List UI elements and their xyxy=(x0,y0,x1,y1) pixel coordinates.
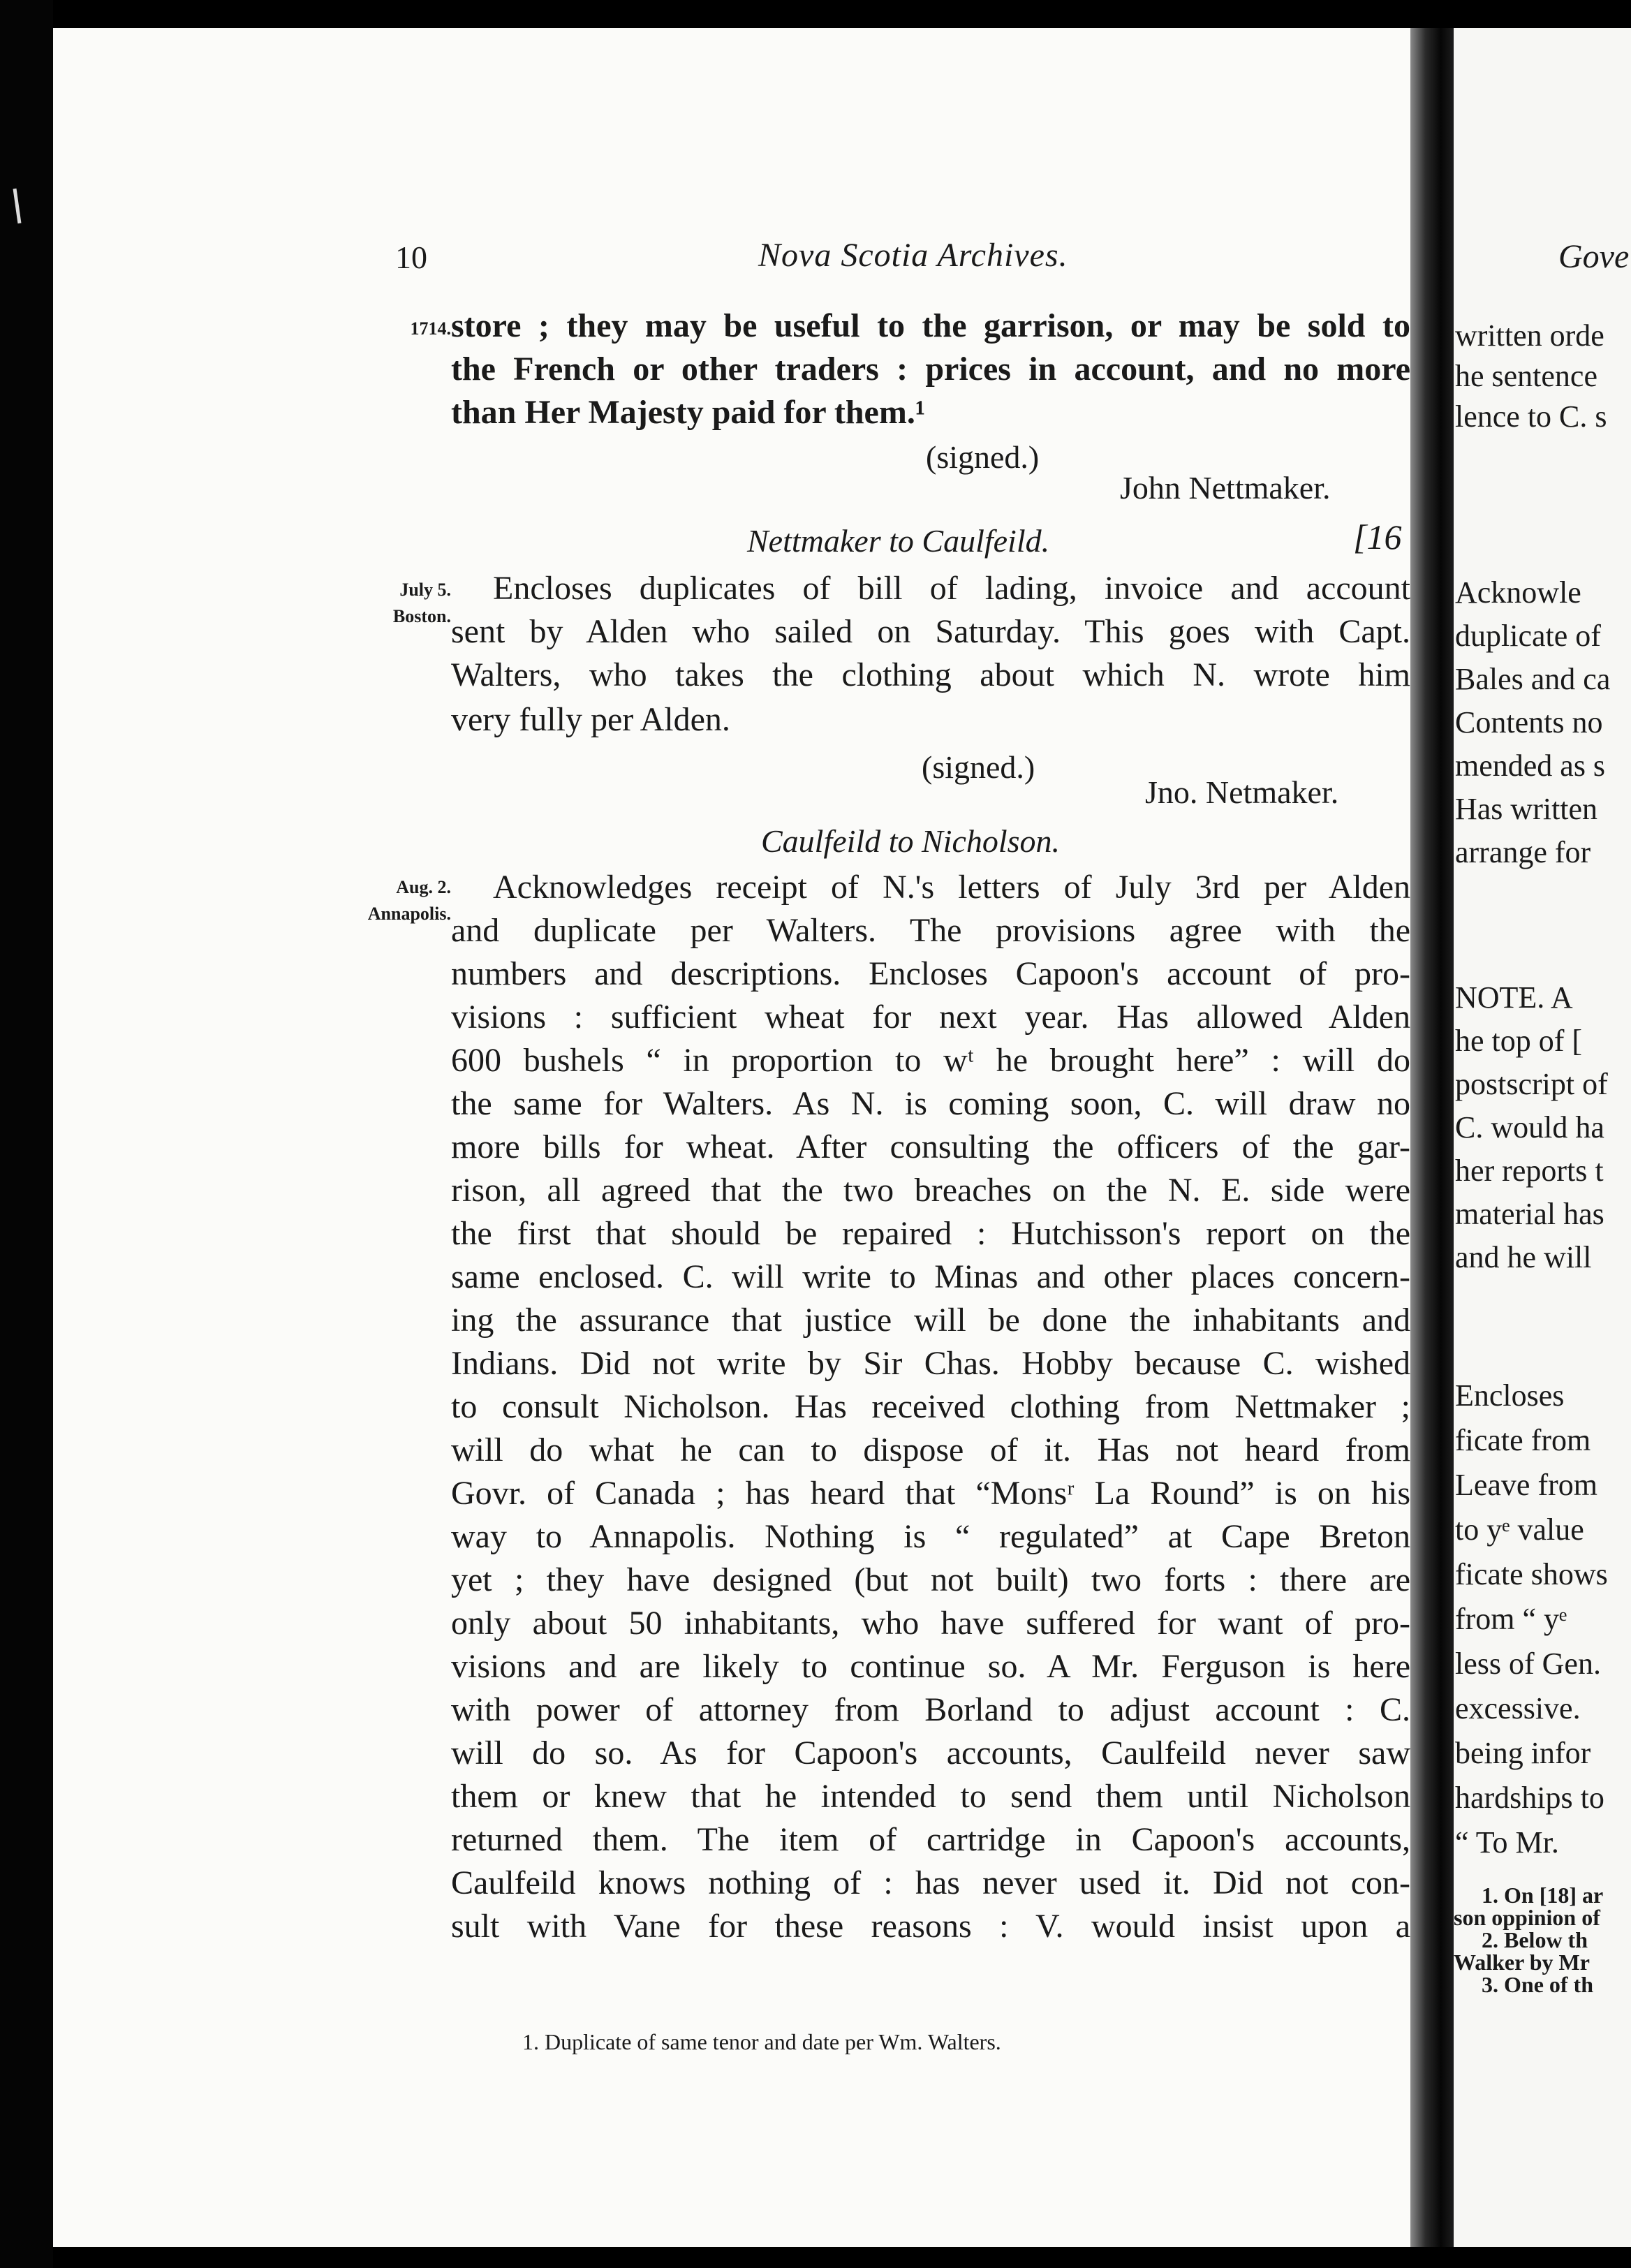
facing-line: less of Gen. xyxy=(1455,1647,1601,1681)
entry3-line-9: the first that should be repaired : Hutchisson's report on the xyxy=(451,1215,1410,1252)
year-margin: 1714. xyxy=(410,318,451,339)
facing-line: he top of [ xyxy=(1455,1024,1583,1058)
entry3-line-23: returned them. The item of cartridge in Capoon's accounts, xyxy=(451,1821,1410,1858)
entry1-signed: (signed.) xyxy=(926,439,1040,475)
facing-line: NOTE. A xyxy=(1455,980,1573,1015)
facing-line: Contents no xyxy=(1455,705,1603,739)
entry3-line-21: will do so. As for Capoon's accounts, Caulfeild never saw xyxy=(451,1735,1410,1772)
entry3-line-2: and duplicate per Walters. The provisions agree with the xyxy=(451,912,1410,949)
facing-line: and he will xyxy=(1455,1240,1592,1274)
entry3-date: Aug. 2. xyxy=(396,877,451,897)
entry3-place: Annapolis. xyxy=(367,904,451,924)
entry2-line-4: very fully per Alden. xyxy=(451,701,730,738)
entry2-signed: (signed.) xyxy=(922,749,1035,785)
entry3-line-5: 600 bushels “ in proportion to wᵗ he brought here” : will do xyxy=(451,1042,1410,1079)
entry3-line-15: Govr. of Canada ; has heard that “Monsʳ La Round” is on his xyxy=(451,1475,1410,1512)
running-head: Nova Scotia Archives. xyxy=(758,237,1068,274)
entry2-line-3: Walters, who takes the clothing about which N. wrote him xyxy=(451,656,1410,693)
facing-line: her reports t xyxy=(1455,1154,1604,1188)
facing-line: mended as s xyxy=(1455,749,1606,783)
entry3-line-7: more bills for wheat. After consulting the officers of the gar- xyxy=(451,1128,1410,1165)
entry3-line-14: will do what he can to dispose of it. Has not heard from xyxy=(451,1431,1410,1468)
entry3-line-10: same enclosed. C. will write to Minas and other places concern- xyxy=(451,1258,1410,1295)
entry3-line-16: way to Annapolis. Nothing is “ regulated” at Cape Breton xyxy=(451,1518,1410,1555)
entry3-line-25: sult with Vane for these reasons : V. would insist upon a xyxy=(451,1908,1410,1945)
facing-page xyxy=(1454,28,1631,2247)
facing-running-head: Gove xyxy=(1558,238,1630,275)
facing-line: “ To Mr. xyxy=(1455,1825,1559,1860)
facing-line: duplicate of xyxy=(1455,619,1601,653)
footnote: 1. Duplicate of same tenor and date per Wm. Walters. xyxy=(522,2029,1001,2054)
entry3-line-20: with power of attorney from Borland to adjust account : C. xyxy=(451,1691,1410,1728)
entry3-line-12: Indians. Did not write by Sir Chas. Hobby because C. wished xyxy=(451,1345,1410,1382)
facing-line: lence to C. s xyxy=(1455,399,1607,434)
entry2-signer: Jno. Netmaker. xyxy=(1145,774,1339,810)
facing-line: being infor xyxy=(1455,1736,1591,1770)
facing-line: ficate from xyxy=(1455,1423,1591,1457)
entry3-line-24: Caulfeild knows nothing of : has never used it. Did not con- xyxy=(451,1864,1410,1901)
facing-line: Leave from xyxy=(1455,1468,1597,1502)
facing-footnote: 1. On [18] ar xyxy=(1482,1883,1604,1908)
entry2-line-2: sent by Alden who sailed on Saturday. This goes with Capt. xyxy=(451,613,1410,650)
facing-line: to yᵉ value xyxy=(1455,1512,1584,1547)
book-gutter xyxy=(1410,28,1454,2247)
facing-line: arrange for xyxy=(1455,835,1591,869)
facing-line: material has xyxy=(1455,1197,1604,1231)
entry3-line-4: visions : sufficient wheat for next year. Has allowed Alden xyxy=(451,999,1410,1036)
entry3-heading: Caulfeild to Nicholson. xyxy=(761,823,1061,859)
left-book-edge xyxy=(0,0,53,2268)
entry3-line-18: only about 50 inhabitants, who have suffered for want of pro- xyxy=(451,1605,1410,1642)
entry3-line-8: rison, all agreed that the two breaches on the N. E. side were xyxy=(451,1172,1410,1209)
entry3-line-22: them or knew that he intended to send them until Nicholson xyxy=(451,1778,1410,1815)
entry2-line-1: Encloses duplicates of bill of lading, invoice and account xyxy=(493,570,1410,607)
entry3-line-19: visions and are likely to continue so. A Mr. Ferguson is here xyxy=(451,1648,1410,1685)
facing-line: Has written xyxy=(1455,792,1598,826)
facing-line: C. would ha xyxy=(1455,1110,1604,1144)
entry1-line-1: store ; they may be useful to the garrison, or may be sold to xyxy=(451,307,1410,344)
entry3-line-1: Acknowledges receipt of N.'s letters of July 3rd per Alden xyxy=(493,869,1410,906)
entry2-place: Boston. xyxy=(392,606,451,626)
entry1-signer: John Nettmaker. xyxy=(1120,470,1331,506)
page-number: 10 xyxy=(395,240,427,275)
facing-footnote: 3. One of th xyxy=(1482,1972,1593,1997)
facing-line: hardships to xyxy=(1455,1781,1604,1815)
entry3-line-6: the same for Walters. As N. is coming soon, C. will draw no xyxy=(451,1085,1410,1122)
facing-line: he sentence xyxy=(1455,359,1597,393)
entry3-line-17: yet ; they have designed (but not built) two forts : there are xyxy=(451,1561,1410,1598)
facing-footnote: son oppinion of xyxy=(1454,1905,1600,1930)
entry3-line-13: to consult Nicholson. Has received clothing from Nettmaker ; xyxy=(451,1388,1410,1425)
facing-line: ficate shows xyxy=(1455,1557,1608,1591)
facing-footnote: Walker by Mr xyxy=(1454,1950,1590,1975)
entry2-date: July 5. xyxy=(399,580,451,600)
entry3-line-11: ing the assurance that justice will be done the inhabitants and xyxy=(451,1302,1410,1339)
entry2-heading: Nettmaker to Caulfeild. xyxy=(747,523,1050,559)
entry1-line-2: the French or other traders : prices in account, and no more xyxy=(451,351,1410,388)
facing-line: Acknowle xyxy=(1455,575,1581,610)
facing-line: postscript of xyxy=(1455,1067,1608,1101)
facing-footnote: 2. Below th xyxy=(1482,1927,1588,1952)
entry2-page-bracket: [16 xyxy=(1353,517,1402,557)
entry3-line-3: numbers and descriptions. Encloses Capoon's account of pro- xyxy=(451,955,1410,992)
facing-line: Encloses xyxy=(1455,1378,1565,1413)
facing-line: written orde xyxy=(1455,318,1604,353)
entry1-line-3: than Her Majesty paid for them.¹ xyxy=(451,394,926,431)
facing-line: from “ yᵉ xyxy=(1455,1602,1567,1636)
facing-line: excessive. xyxy=(1455,1691,1581,1725)
facing-line: Bales and ca xyxy=(1455,662,1611,696)
